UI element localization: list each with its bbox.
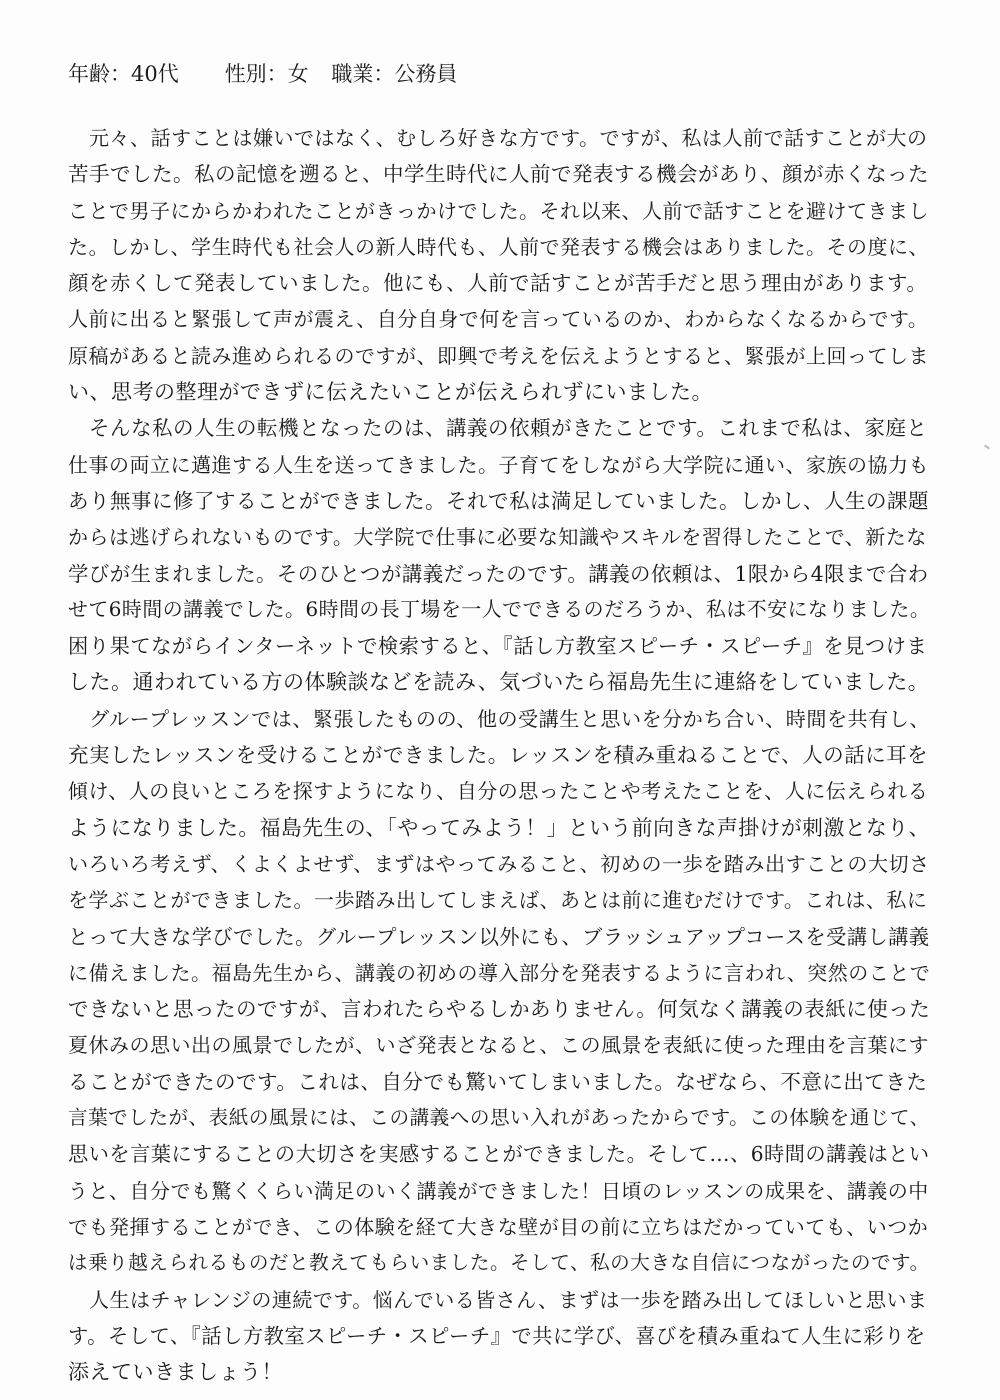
scan-speck	[984, 444, 990, 449]
profile-header	[68, 58, 457, 90]
text-line: した。通われている方の体験談などを読み、気づいたら福島先生に連絡をしていました。	[68, 670, 930, 695]
text-line: す。そして、『話し方教室スピーチ・スピーチ』で共に学び、喜びを積み重ねて人生に彩りを	[68, 1323, 926, 1348]
paragraph-first-line: そんな私の人生の転機となったのは、講義の依頼がきたことです。これまで私は、家庭と	[89, 416, 928, 441]
age-label: 年齢：40代	[68, 62, 179, 86]
text-line: うと、自分でも驚くくらい満足のいく講義ができました！日頃のレッスンの成果を、講義の中	[68, 1178, 929, 1203]
text-line: できないと思ったのですが、言われたらやるしかありません。何気なく講義の表紙に使った	[68, 997, 930, 1022]
text-line: 困り果てながらインターネットで検索すると、『話し方教室スピーチ・スピーチ』を見つけま	[68, 634, 928, 659]
text-line: 苦手でした。私の記憶を遡ると、中学生時代に人前で発表する機会があり、顔が赤くなった	[68, 162, 929, 187]
text-line: 人前に出ると緊張して声が震え、自分自身で何を言っているのか、わからなくなるからです。	[68, 307, 929, 332]
paragraph-first-line: グループレッスンでは、緊張したものの、他の受講生と思いを分かち合い、時間を共有し、	[89, 706, 930, 731]
text-line: ことで男子にからかわれたことがきっかけでした。それ以来、人前で話すことを避けてきまし	[68, 198, 929, 223]
occupation-label: 職業：公務員	[331, 62, 458, 86]
text-line: 原稿があると読み進められるのですが、即興で考えを伝えようとすると、緊張が上回ってしま	[68, 343, 929, 368]
text-line: い、思考の整理ができずに伝えたいことが伝えられずにいました。	[68, 380, 713, 405]
text-line: からは逃げられないものです。大学院で仕事に必要な知識やスキルを習得したことで、新たな	[68, 525, 927, 550]
text-line: 言葉でしたが、表紙の風景には、この講義への思い入れがあったからです。この体験を通じて、	[68, 1106, 930, 1130]
text-line: に備えました。福島先生から、講義の初めの導入部分を発表するように言われ、突然のことで	[68, 960, 930, 985]
text-line: いろいろ考えず、くよくよせず、まずはやってみること、初めの一歩を踏み出すことの大切さ	[68, 851, 930, 876]
text-line: ることができたのです。これは、自分でも驚いてしまいました。なぜなら、不意に出てきた	[68, 1069, 928, 1094]
text-line: は乗り越えられるものだと教えてもらいました。そして、私の大きな自信につながったのです。	[68, 1251, 930, 1275]
text-line: 傾け、人の良いところを探すようになり、自分の思ったことや考えたことを、人に伝えられる	[68, 779, 929, 804]
text-line: 仕事の両立に邁進する人生を送ってきました。子育てをしながら大学院に通い、家族の協力も	[68, 452, 929, 477]
text-line: 思いを言葉にすることの大切さを実感することができました。そして…、6時間の講義はとい	[68, 1142, 930, 1167]
text-line: あり無事に修了することができました。それで私は満足していました。しかし、人生の課題	[68, 488, 929, 513]
gender-label: 性別：女	[224, 62, 309, 86]
paragraph-first-line: 元々、話すことは嫌いではなく、むしろ好きな方です。ですが、私は人前で話すことが大の	[89, 126, 928, 150]
paragraph-first-line: 人生はチャレンジの連続です。悩んでいる皆さん、まずは一歩を踏み出してほしいと思いま	[89, 1287, 928, 1312]
testimonial-body	[68, 120, 930, 1390]
text-line: ようになりました。福島先生の、「やってみよう！」という前向きな声掛けが刺激となり、	[68, 815, 930, 840]
text-line: た。しかし、学生時代も社会人の新人時代も、人前で発表する機会はありました。その度に、	[68, 234, 929, 259]
text-line: 夏休みの思い出の風景でしたが、いざ発表となると、この風景を表紙に使った理由を言葉にす	[68, 1033, 929, 1058]
text-line: 充実したレッスンを受けることができました。レッスンを積み重ねることで、人の話に耳を	[68, 743, 929, 768]
text-line: とって大きな学びでした。グループレッスン以外にも、ブラッシュアップコースを受講し講義	[68, 924, 930, 949]
text-line: でも発揮することができ、この体験を経て大きな壁が目の前に立ちはだかっていても、いつか	[68, 1214, 929, 1239]
text-line: 顔を赤くして発表していました。他にも、人前で話すことが苦手だと思う理由があります。	[68, 271, 928, 296]
text-line: 添えていきましょう！	[68, 1360, 283, 1385]
text-line: を学ぶことができました。一歩踏み出してしまえば、あとは前に進むだけです。これは、私に	[68, 888, 928, 913]
text-line: せて6時間の講義でした。6時間の長丁場を一人でできるのだろうか、私は不安になりました。	[68, 597, 930, 621]
text-line: 学びが生まれました。そのひとつが講義だったのです。講義の依頼は、1限から4限まで合わ	[68, 561, 929, 586]
